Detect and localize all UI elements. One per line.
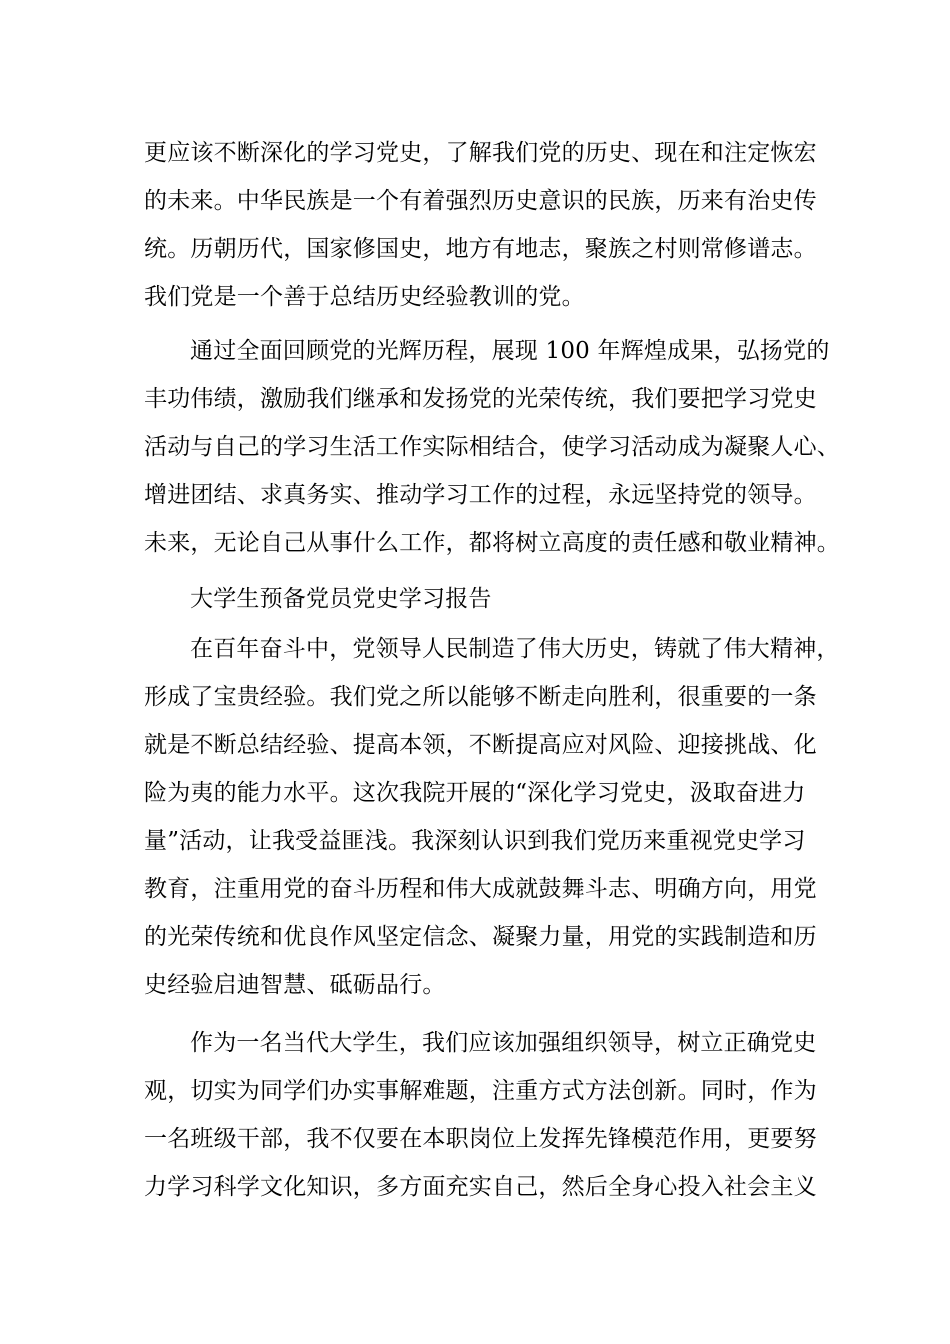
text-line: 观，切实为同学们办实事解难题，注重方式方法创新。同时，作为 [144,1078,817,1104]
text-line: 教育，注重用党的奋斗历程和伟大成就鼓舞斗志、明确方向，用党 [144,876,817,902]
text-line: 增进团结、求真务实、推动学习工作的过程，永远坚持党的领导。 [144,482,817,508]
text-line: 形成了宝贵经验。我们党之所以能够不断走向胜利，很重要的一条 [144,684,817,710]
text-line: 更应该不断深化的学习党史，了解我们党的历史、现在和注定恢宏 [144,140,817,166]
text-line: 的未来。中华民族是一个有着强烈历史意识的民族，历来有治史传 [144,188,817,214]
text-line: 统。历朝历代，国家修国史，地方有地志，聚族之村则常修谱志。 [144,236,817,262]
text-line: 险为夷的能力水平。这次我院开展的“深化学习党史，汲取奋进力 [144,780,806,806]
section-heading: 大学生预备党员党史学习报告 [190,586,492,612]
text-line: 力学习科学文化知识，多方面充实自己，然后全身心投入社会主义 [144,1174,817,1200]
text-line: 作为一名当代大学生，我们应该加强组织领导，树立正确党史 [190,1030,817,1056]
text-line: 通过全面回顾党的光辉历程，展现 100 年辉煌成果，弘扬党的 [190,338,830,364]
text-line: 活动与自己的学习生活工作实际相结合，使学习活动成为凝聚人心、 [144,434,840,460]
text-line: 史经验启迪智慧、砥砺品行。 [144,972,446,998]
text-line: 量”活动，让我受益匪浅。我深刻认识到我们党历来重视党史学习 [144,828,806,854]
text-line: 就是不断总结经验、提高本领，不断提高应对风险、迎接挑战、化 [144,732,817,758]
text-line: 丰功伟绩，激励我们继承和发扬党的光荣传统，我们要把学习党史 [144,386,817,412]
text-line: 未来，无论自己从事什么工作，都将树立高度的责任感和敬业精神。 [144,530,840,556]
text-line: 在百年奋斗中，党领导人民制造了伟大历史，铸就了伟大精神， [190,636,840,662]
text-line: 一名班级干部，我不仅要在本职岗位上发挥先锋模范作用，更要努 [144,1126,817,1152]
text-line: 我们党是一个善于总结历史经验教训的党。 [144,284,585,310]
text-line: 的光荣传统和优良作风坚定信念、凝聚力量，用党的实践制造和历 [144,924,817,950]
